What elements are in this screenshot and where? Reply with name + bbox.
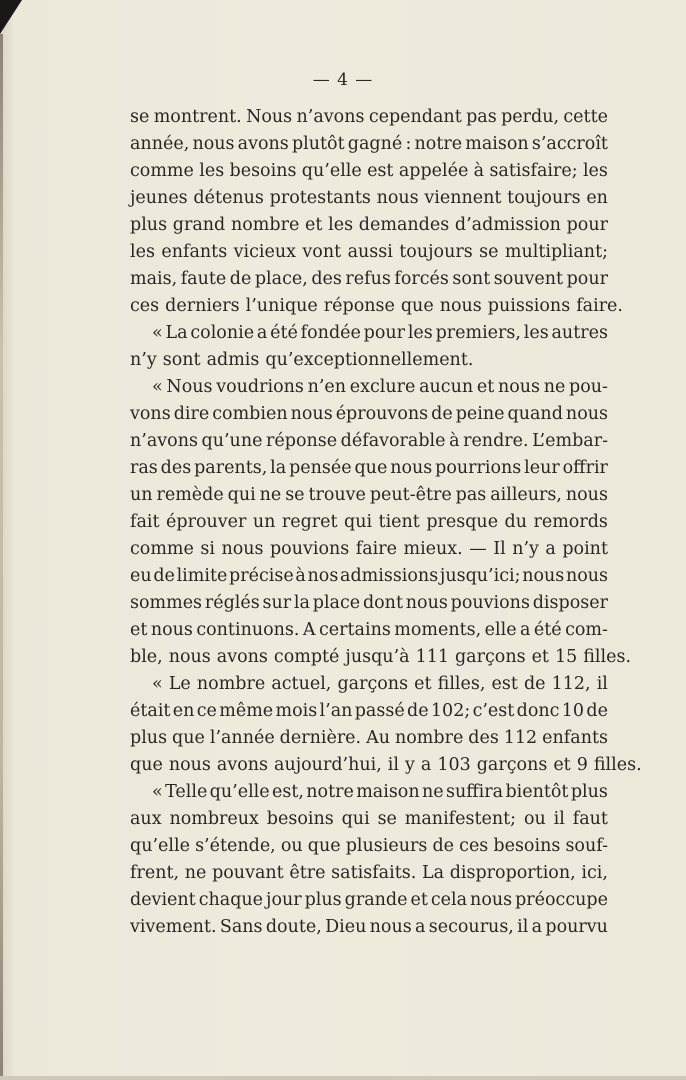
text-line: vivement. Sans doute, Dieu nous a secourus, il a pourvu <box>130 917 608 937</box>
text-line: frent, ne pouvant être satisfaits. La disproportion, ici, <box>130 863 608 883</box>
text-line: et nous continuons. A certains moments, elle a été com- <box>130 620 608 640</box>
text-line: mais, faute de place, des refus forcés sont souvent pour <box>130 269 608 289</box>
page-corner-shadow <box>0 0 22 34</box>
text-line: les enfants vicieux vont aussi toujours se multipliant; <box>130 242 608 262</box>
text-line: était en ce même mois l’an passé de 102; c’est donc 10 de <box>130 701 608 721</box>
text-line: un remède qui ne se trouve peut-être pas ailleurs, nous <box>130 485 608 505</box>
text-line: aux nombreux besoins qui se manifestent; ou il faut <box>130 809 608 829</box>
text-line: qu’elle s’étende, ou que plusieurs de ces besoins souf- <box>130 836 608 856</box>
text-line: n’avons qu’une réponse défavorable à rendre. L’embar- <box>130 431 608 451</box>
text-line: devient chaque jour plus grande et cela nous préoccupe <box>130 890 608 910</box>
text-line: « Le nombre actuel, garçons et filles, est de 112, il <box>152 674 608 694</box>
text-line: se montrent. Nous n’avons cependant pas perdu, cette <box>130 107 608 127</box>
text-line: eu de limite précise à nos admissions jusqu’ici; nous nous <box>130 566 608 586</box>
body-text <box>130 104 642 941</box>
text-line: plus grand nombre et les demandes d’admission pour <box>130 215 608 235</box>
text-line: ras des parents, la pensée que nous pourrions leur offrir <box>130 458 608 478</box>
text-line: ble, nous avons compté jusqu’à 111 garçons et 15 filles. <box>130 647 632 667</box>
text-line: « Telle qu’elle est, notre maison ne suffira bientôt plus <box>152 782 608 802</box>
page-number: — 4 — <box>312 70 374 90</box>
page-bottom-edge <box>0 1076 686 1080</box>
text-line: plus que l’année dernière. Au nombre des 112 enfants <box>130 728 608 748</box>
text-line: vons dire combien nous éprouvons de peine quand nous <box>130 404 608 424</box>
text-line: comme si nous pouvions faire mieux. — Il n’y a point <box>130 539 608 559</box>
text-line: « Nous voudrions n’en exclure aucun et nous ne pou- <box>152 377 608 397</box>
text-line: année, nous avons plutôt gagné : notre maison s’accroît <box>130 134 608 154</box>
text-line: fait éprouver un regret qui tient presque du remords <box>130 512 608 532</box>
text-line: comme les besoins qu’elle est appelée à satisfaire; les <box>130 161 608 181</box>
page-binding-edge <box>0 34 3 1080</box>
text-line: n’y sont admis qu’exceptionnellement. <box>130 350 474 370</box>
text-line: « La colonie a été fondée pour les premiers, les autres <box>152 323 608 343</box>
text-line: ces derniers l’unique réponse que nous puissions faire. <box>130 296 623 316</box>
text-line: que nous avons aujourd’hui, il y a 103 garçons et 9 filles. <box>130 755 642 775</box>
text-line: sommes réglés sur la place dont nous pouvions disposer <box>130 593 608 613</box>
text-line: jeunes détenus protestants nous viennent toujours en <box>130 188 608 208</box>
